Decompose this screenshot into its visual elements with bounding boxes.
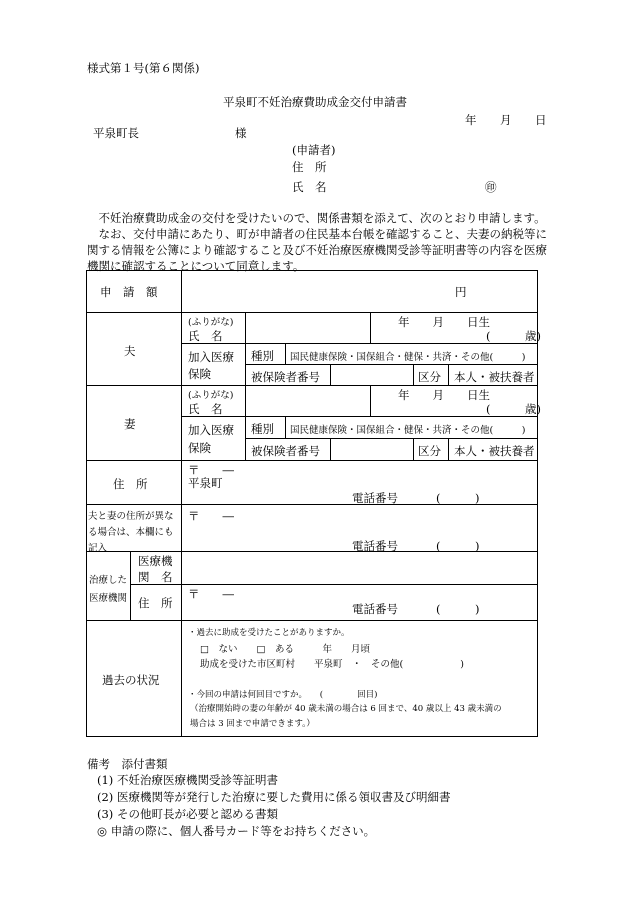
wife-type-options: 国民健康保険・国保組合・健保・共済・その他( ) [290,425,526,436]
date-day-label: 日 [535,113,547,127]
husband-insured-number-label: 被保険者番号 [251,370,320,384]
husband-name-label: 氏 名 [188,329,223,343]
husband-insurance-label-2: 保険 [188,367,211,381]
seal-mark: ㊞ [485,180,497,194]
wife-name-label: 氏 名 [188,402,223,416]
husband-furigana-label: (ふりがな) [188,317,234,328]
town-name: 平泉町 [188,476,223,490]
form-number: 様式第１号(第６関係) [87,61,200,75]
past-city: 助成を受けた市区町村 平泉町 ・ その他( ) [200,659,464,670]
remarks-item-1: (1) 不妊治療医療機関受診等証明書 [97,773,278,787]
amount-label: 申 請 額 [100,285,158,299]
institution-phone-paren: ( ) [436,602,480,616]
address-label: 住 所 [113,477,148,491]
date-month-label: 月 [500,113,512,127]
institution-address-label: 住 所 [138,596,173,610]
past-note-1: （治療開始時の妻の年齢が 40 歳未満の場合は 6 回まで、40 歳以上 43 歳未満の [190,704,502,714]
applicant-name-label: 氏 名 [292,180,327,194]
wife-birth-label: 年 月 日生 [398,388,490,402]
husband-birth-label: 年 月 日生 [398,315,490,329]
addressee-honorific: 様 [235,126,247,140]
wife-insurance-label-2: 保険 [188,441,211,455]
wife-furigana-label: (ふりがな) [188,390,234,401]
phone-label: 電話番号 [352,491,398,505]
treated-label-1: 治療した [89,575,128,586]
wife-age-label: ( 歳) [486,402,541,416]
husband-label: 夫 [124,344,136,358]
institution-label-1: 医療機 [138,554,173,568]
past-note-2: 場合は 3 回まで申請できます。） [190,719,315,729]
husband-category-options: 本人・被扶養者 [454,370,535,384]
body-paragraph: 不妊治療費助成金の交付を受けたいので、関係書類を添えて、次のとおり申請します。 なお、交付申請にあたり、町が申請者の住民基本台帳を確認すること、夫妻の納税等に関する情報を公簿により確認すること及び不妊治療医療機関受診等証明書等の内容を医療機関に確認することについて同意します。 [87,211,547,273]
date-year-label: 年 [465,113,477,127]
husband-insurance-label-1: 加入医療 [188,350,234,364]
postal-mark: 〒 ― [188,463,234,477]
institution-postal-mark: 〒 ― [188,587,234,601]
diff-phone-label: 電話番号 [352,539,398,553]
phone-paren: ( ) [436,491,480,505]
husband-type-options: 国民健康保険・国保組合・健保・共済・その他( ) [290,352,526,363]
diff-postal-mark: 〒 ― [188,509,234,523]
diff-address-note-3: 記入 [88,543,108,554]
institution-label-2: 関 名 [138,570,173,584]
remarks-item-4: ◎ 申請の際に、個人番号カード等をお持ちください。 [97,824,376,838]
diff-phone-paren: ( ) [436,539,480,553]
husband-age-label: ( 歳) [486,329,541,343]
diff-address-note-1: 夫と妻の住所が異な [88,511,174,522]
remarks-item-2: (2) 医療機関等が発行した治療に要した費用に係る領収書及び明細書 [97,790,451,804]
past-label: 過去の状況 [102,673,160,687]
addressee-name: 平泉町長 [93,126,139,140]
amount-unit: 円 [455,285,467,299]
past-options: □ ない □ ある 年 月頃 [200,644,370,655]
wife-category-label: 区分 [418,444,441,458]
wife-insured-number-label: 被保険者番号 [251,444,320,458]
wife-type-label: 種別 [251,422,274,436]
treated-label-2: 医療機関 [89,593,128,604]
wife-label: 妻 [124,417,136,431]
wife-insurance-label-1: 加入医療 [188,423,234,437]
applicant-heading: (申請者) [292,143,336,157]
past-question-2: ・今回の申請は何回目ですか。 ( 回目) [188,690,378,700]
applicant-address-label: 住 所 [292,160,327,174]
institution-phone-label: 電話番号 [352,602,398,616]
husband-category-label: 区分 [418,370,441,384]
document-title: 平泉町不妊治療費助成金交付申請書 [223,95,407,109]
past-question-1: ・過去に助成を受けたことがありますか。 [188,628,350,638]
diff-address-note-2: る場合は、本欄にも [88,527,174,538]
remarks-item-3: (3) その他町長が必要と認める書類 [97,807,278,821]
wife-category-options: 本人・被扶養者 [454,444,535,458]
husband-type-label: 種別 [251,349,274,363]
remarks-heading: 備考 添付書類 [87,757,168,771]
